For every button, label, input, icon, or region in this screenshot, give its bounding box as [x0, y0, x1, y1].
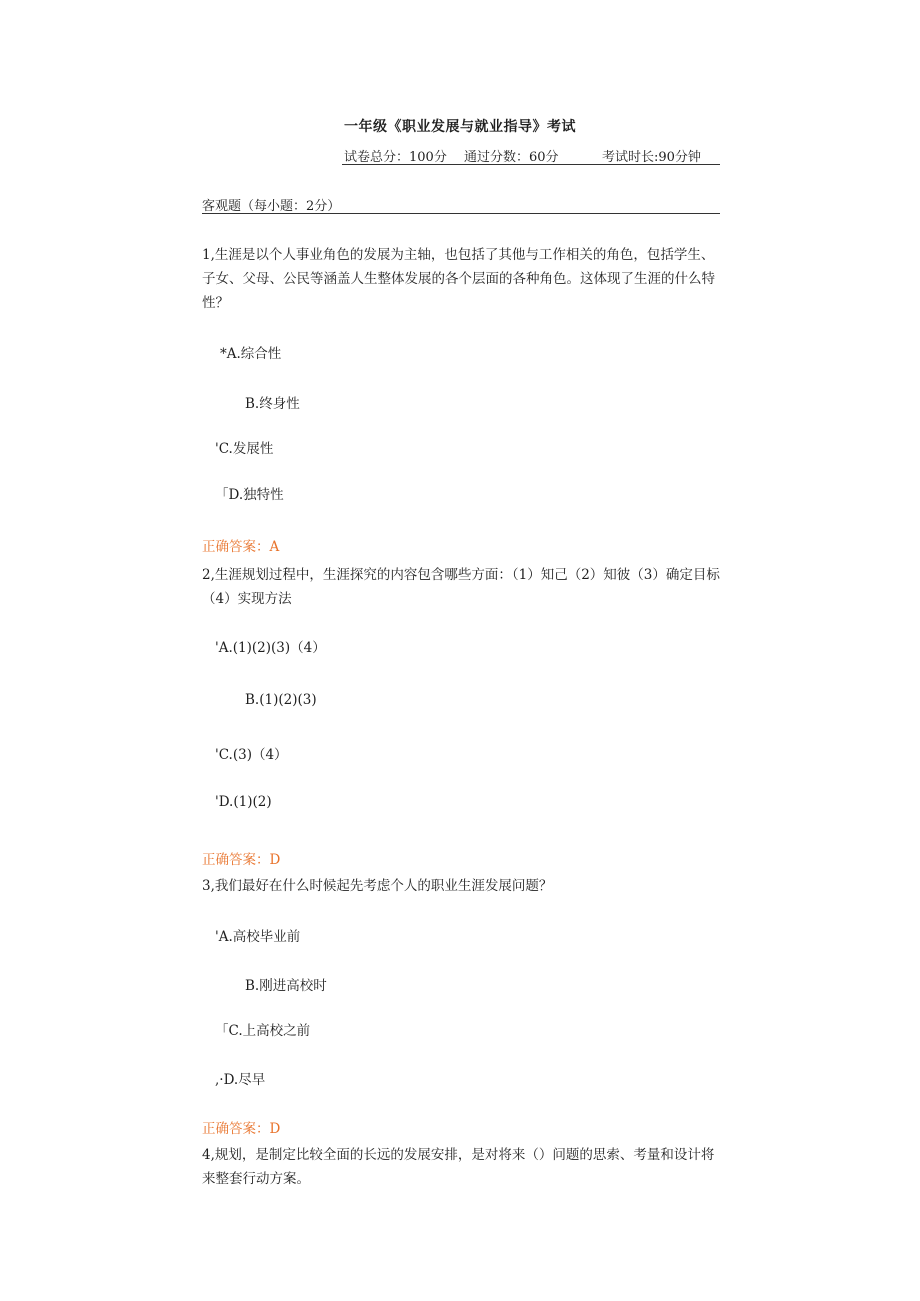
question-1-option-b[interactable]: B.终身性 — [245, 396, 300, 412]
question-1-text: 1,生涯是以个人事业角色的发展为主轴，也包括了其他与工作相关的角色，包括学生、子女、父母、公民等涵盖人生整体发展的各个层面的各种角色。这体现了生涯的什么特性？ — [202, 247, 715, 311]
question-1-answer: 正确答案：A — [202, 539, 280, 555]
exam-meta-row — [342, 145, 720, 165]
question-3-option-c[interactable]: 「C.上高校之前 — [215, 1023, 311, 1039]
question-3-option-d[interactable]: ,·D.尽早 — [215, 1072, 266, 1088]
question-2-answer: 正确答案：D — [202, 852, 281, 868]
question-2-option-b[interactable]: B.(1)(2)(3) — [245, 692, 317, 708]
exam-duration: 考试时长:90分钟 — [602, 150, 701, 165]
question-2-option-d[interactable]: 'D.(1)(2) — [215, 794, 272, 810]
question-2-text: 2,生涯规划过程中，生涯探究的内容包含哪些方面：（1）知己（2）知彼（3）确定目标（4）实现方法 — [202, 567, 720, 607]
question-2-option-c[interactable]: 'C.(3)（4） — [215, 747, 288, 763]
total-score: 试卷总分：100分 — [344, 150, 447, 165]
question-4-text: 4,规划，是制定比较全面的长远的发展安排，是对将来（）问题的思索、考量和设计将来整套行动方案。 — [202, 1147, 715, 1187]
exam-title: 一年级《职业发展与就业指导》考试 — [344, 119, 576, 135]
question-1-option-a[interactable]: *A.综合性 — [220, 346, 282, 362]
question-1-option-d[interactable]: 「D.独特性 — [215, 487, 284, 503]
question-3-answer: 正确答案：D — [202, 1121, 281, 1137]
pass-score: 通过分数：60分 — [464, 150, 559, 165]
question-3-option-b[interactable]: B.刚进高校时 — [245, 978, 327, 994]
question-1-option-c[interactable]: 'C.发展性 — [215, 441, 274, 457]
section-header — [202, 194, 720, 214]
question-2-option-a[interactable]: 'A.(1)(2)(3)（4） — [215, 640, 326, 656]
question-3-text: 3,我们最好在什么时候起先考虑个人的职业生涯发展问题？ — [202, 878, 553, 894]
section-title: 客观题（每小题：2分） — [202, 199, 341, 214]
question-3-option-a[interactable]: 'A.高校毕业前 — [215, 929, 301, 945]
